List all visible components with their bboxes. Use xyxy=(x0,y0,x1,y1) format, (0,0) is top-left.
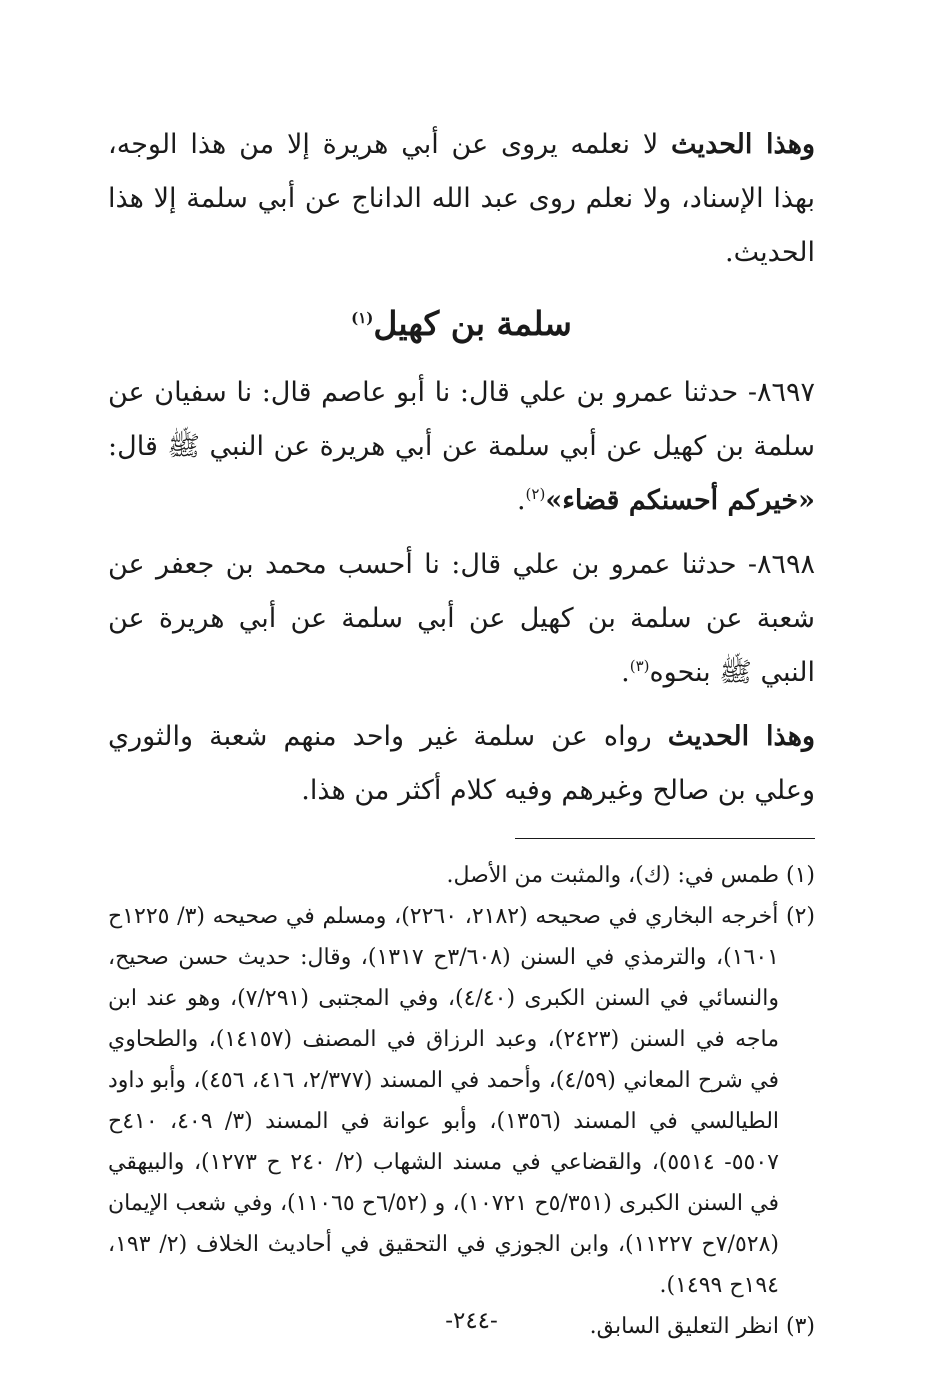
footnote-ref-3: (٣) xyxy=(629,657,650,675)
footnote-3: (٣) انظر التعليق السابق. xyxy=(589,1314,815,1339)
hadith-8698-text: ٨٦٩٨- حدثنا عمرو بن علي قال: نا أحسب محمد بن جعفر عن شعبة عن سلمة بن كهيل عن أبي سلمة عن أبي هريرة عن النبي ﷺ بنحوه xyxy=(108,549,815,688)
footnote-2: (٢) أخرجه البخاري في صحيحه (٢١٨٢، ٢٢٦٠)، ومسلم في صحيحه (٣/ ١٢٢٥ح ١٦٠١)، والترمذي في السنن (٣/٦٠٨ح ١٣١٧)، وقال: حديث حسن صحيح، والنسائي في السنن الكبرى (٤/٤٠)، وفي المجتبى (٧/٢٩١)، وهو عند ابن ماجه في السنن (٢٤٢٣)، وعبد الرزاق في المصنف (١٤١٥٧)، والطحاوي في شرح المعاني (٤/٥٩)، وأحمد في المسند (٢/٣٧٧، ٤١٦، ٤٥٦)، وأبو داود الطيالسي في المسند (١٣٥٦)، وأبو عوانة في المسند (٣/ ٤٠٩، ٤١٠ح ٥٥٠٧- ٥٥١٤)، والقضاعي في مسند الشهاب (٢/ ٢٤٠ ح ١٢٧٣)، والبيهقي في السنن الكبرى (٥/٣٥١ح ١٠٧٢١)، و (٦/٥٢ح ١١٠٦٥)، وفي شعب الإيمان (٧/٥٢٨ح ١١٢٢٧)، وابن الجوزي في التحقيق في أحاديث الخلاف (٢/ ١٩٣، ١٩٤ح ١٤٩٩). xyxy=(108,904,816,1298)
hadith-8698-end: . xyxy=(621,657,630,688)
hadith-8697-text: ٨٦٩٧- حدثنا عمرو بن علي قال: نا أبو عاصم قال: نا سفيان عن سلمة بن كهيل عن أبي سلمة عن أبي هريرة عن النبي ﷺ قال: xyxy=(108,377,815,462)
keyword-hadith: وهذا الحديث xyxy=(671,129,815,160)
section-heading xyxy=(108,294,815,354)
paragraph-1 xyxy=(108,118,815,280)
footnote-1: (١) طمس في: (ك)، والمثبت من الأصل. xyxy=(446,863,815,888)
hadith-8697 xyxy=(108,366,815,528)
keyword-hadith-2: وهذا الحديث xyxy=(667,721,815,752)
hadith-8697-end: . xyxy=(516,485,526,516)
section-heading-text: سلمة بن كهيل xyxy=(373,304,572,343)
paragraph-4-text: رواه عن سلمة غير واحد منهم شعبة والثوري وعلي بن صالح وغيرهم وفيه كلام أكثر من هذا. xyxy=(108,721,815,806)
paragraph-1-text: لا نعلمه يروى عن أبي هريرة إلا من هذا الوجه، بهذا الإسناد، ولا نعلم روى عبد الله الداناج عن أبي سلمة إلا هذا الحديث. xyxy=(108,129,815,268)
hadith-8697-quote: «خيركم أحسنكم قضاء» xyxy=(545,485,815,516)
footnote-divider xyxy=(515,838,815,839)
footnote-ref-2: (٢) xyxy=(525,485,546,503)
page-number: -٢٤٤- xyxy=(445,1308,498,1334)
hadith-8698 xyxy=(108,538,815,700)
footnotes xyxy=(108,855,815,1347)
paragraph-4 xyxy=(108,710,815,818)
footnote-ref-1: (١) xyxy=(351,309,374,327)
